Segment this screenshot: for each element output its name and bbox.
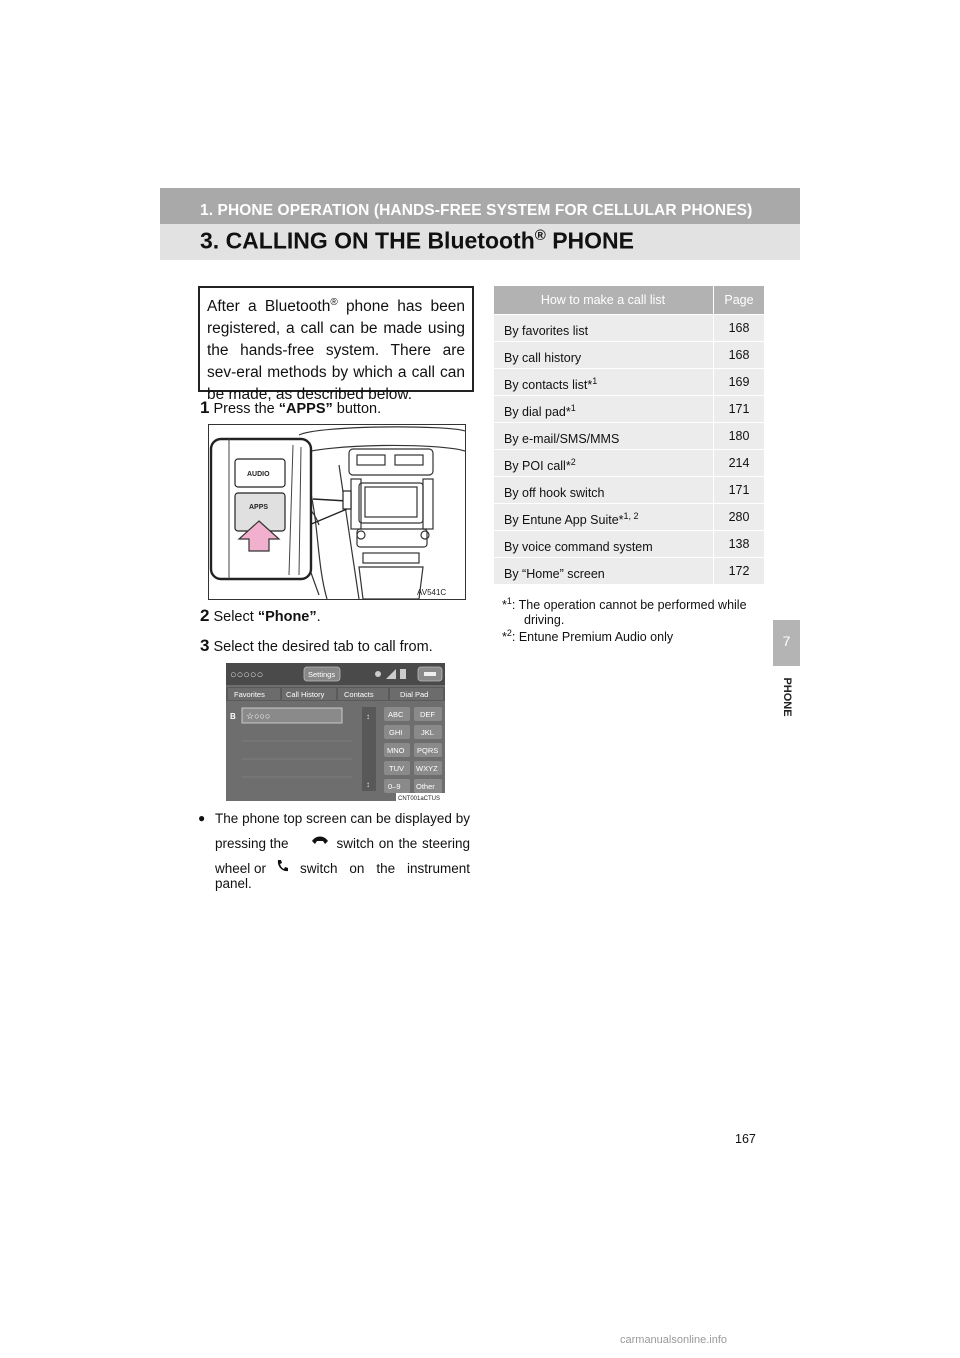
scroll-up-icon[interactable]: ↕ <box>366 712 370 721</box>
table-row: By e-mail/SMS/MMS 180 <box>494 422 764 449</box>
watermark: carmanualsonline.info <box>620 1334 728 1346</box>
note-line-4: panel. <box>215 876 252 891</box>
key-abc-label: ABC <box>388 710 404 719</box>
table-row: By favorites list 168 <box>494 314 764 341</box>
note-text-2b: switch on the steering <box>336 836 470 851</box>
table-row: By call history 168 <box>494 341 764 368</box>
table-row: By contacts list*$^1$ 169 <box>494 368 764 395</box>
chapter-tab-label: PHONE <box>780 677 793 717</box>
table-row: By Entune App Suite*$^{1, 2}$ 280 <box>494 503 764 530</box>
key-pqrs-label: PQRS <box>417 746 439 755</box>
table-row: By “Home” screen 172 <box>494 557 764 584</box>
index-letter: B <box>230 712 236 721</box>
settings-label: Settings <box>308 670 336 679</box>
tab-favorites-label: Favorites <box>234 690 265 699</box>
note-text-2a: pressing the <box>215 836 289 851</box>
steering-phone-icon <box>311 831 329 856</box>
footnote-2: *$^2$: Entune Premium Audio only <box>502 628 674 645</box>
chapter-title-bar <box>160 224 800 260</box>
intro-text: After a Bluetooth® phone has been registered, a call can be made using the hands-free system. There are sev-eral methods by which a call can be made, as described below. <box>207 297 465 404</box>
battery-icon <box>400 669 406 679</box>
step-1: 1 Press the “APPS” button. <box>200 398 382 417</box>
chapter-tab <box>773 620 800 666</box>
note-text-1: The phone top screen can be displayed by <box>215 811 470 826</box>
dashboard-illustration <box>208 424 466 600</box>
note-line-2 <box>198 831 470 856</box>
phone-screen-illustration <box>226 663 445 801</box>
device-name-placeholder: ○○○○○ <box>230 669 264 681</box>
key-mno-label: MNO <box>387 746 405 755</box>
table-row: By dial pad*$^1$ 171 <box>494 395 764 422</box>
footnote-1: *$^1$: The operation cannot be performed while driving. <box>502 596 747 628</box>
key-other-label: Other <box>416 782 435 791</box>
page-number: 167 <box>735 1132 756 1146</box>
key-0-9-label: 0–9 <box>388 782 401 791</box>
audio-label: AUDIO <box>247 471 270 478</box>
section-header: 1. PHONE OPERATION (HANDS-FREE SYSTEM FOR CELLULAR PHONES) <box>200 202 753 219</box>
key-ghi-label: GHI <box>389 728 403 737</box>
tab-contacts-label: Contacts <box>344 690 374 699</box>
key-tuv-label: TUV <box>389 764 404 773</box>
tab-dial-pad-label: Dial Pad <box>400 690 429 699</box>
chapter-number: 7 <box>782 633 791 649</box>
dashboard-drawing <box>209 425 465 599</box>
phone-screen-drawing <box>226 663 445 801</box>
table-row: By off hook switch 171 <box>494 476 764 503</box>
bullet-icon: ● <box>198 811 206 825</box>
contact-name: ☆○○○ <box>246 711 271 721</box>
header-page: Page <box>713 286 764 314</box>
note-bullet <box>198 806 470 891</box>
section-header-bar <box>160 188 800 224</box>
screen-figure-code: CNT001aCTUS <box>398 796 441 801</box>
header-method: How to make a call list <box>540 293 666 307</box>
table-row: By POI call*$^2$ 214 <box>494 449 764 476</box>
tab-call-history-label: Call History <box>286 690 325 699</box>
key-wxyz-label: WXYZ <box>416 764 438 773</box>
note-text-3b: switch on the instrument <box>300 861 470 876</box>
table-row: By voice command system 138 <box>494 530 764 557</box>
key-def-label: DEF <box>420 710 435 719</box>
note-text-3a: wheel or <box>215 861 267 876</box>
step-2: 2 Select “Phone”. <box>200 606 321 625</box>
figure-code: AV541C <box>417 588 447 597</box>
intro-box <box>198 286 474 404</box>
chapter-title: 3. CALLING ON THE Bluetooth® PHONE <box>200 227 635 254</box>
scroll-down-icon[interactable]: ↕ <box>366 780 370 789</box>
call-methods-table <box>494 286 764 584</box>
table-header <box>494 286 764 314</box>
step-3: 3 Select the desired tab to call from. <box>200 636 433 655</box>
key-jkl-label: JKL <box>421 728 434 737</box>
apps-label: APPS <box>249 504 269 511</box>
bluetooth-icon <box>375 671 381 677</box>
note-line-1 <box>198 806 470 831</box>
